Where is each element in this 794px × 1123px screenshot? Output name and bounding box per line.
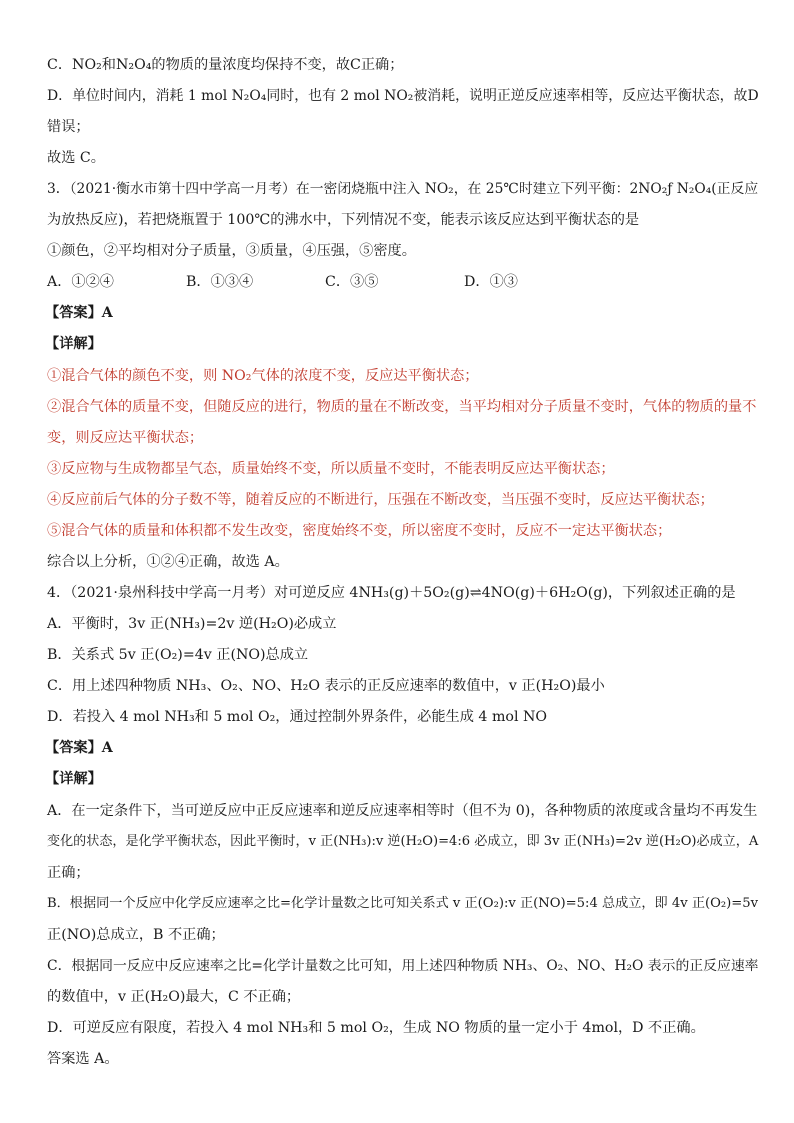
question-3-options — [47, 272, 603, 292]
question-4-explanation-b-cont: 正(NO)总成立，B 不正确； — [47, 927, 225, 943]
question-3-detail-4: ④反应前后气体的分子数不等，随着反应的不断进行，压强在不断改变，当压强不变时，反应达平衡状态； — [47, 492, 714, 508]
question-4-answer: 【答案】A — [45, 740, 113, 756]
question-3-option-c: C．③⑤ — [325, 274, 379, 290]
question-4-explanation-c: C．根据同一反应中反应速率之比=化学计量数之比可知，用上述四种物质 NH₃、O₂、NO、H₂O 表示的正反应速率 — [47, 958, 759, 974]
question-4-explanation-c-cont: 的数值中，v 正(H₂O)最大，C 不正确； — [47, 989, 301, 1005]
question-4-option-d: D．若投入 4 mol NH₃和 5 mol O₂，通过控制外界条件，必能生成 4 mol NO — [47, 709, 548, 725]
question-4-explanation-a-cont: 变化的状态，是化学平衡状态，因此平衡时，v 正(NH₃):v 逆(H₂O)=4:6 必成立，即 3v 正(NH₃)=2v 逆(H₂O)必成立，A — [47, 834, 759, 849]
question-3-detail-title: 【详解】 — [45, 336, 102, 352]
question-3-option-a: A．①②④ — [47, 274, 114, 290]
question-4-explanation-a: A．在一定条件下，当可逆反应中正反应速率和逆反应速率相等时（但不为 0)，各种物质的浓度或含量均不再发生 — [47, 803, 758, 819]
question-4-explanation-b: B．根据同一个反应中化学反应速率之比=化学计量数之比可知关系式 v 正(O₂):v 正(NO)=5:4 总成立，即 4v 正(O₂)=5v — [47, 896, 759, 911]
question-3-detail-5: ⑤混合气体的质量和体积都不发生改变，密度始终不变，所以密度不变时，反应不一定达平衡状态； — [47, 523, 672, 539]
prev-option-d-explanation-cont: 错误； — [47, 119, 90, 135]
question-3-detail-2-cont: 变，则反应达平衡状态； — [47, 430, 204, 446]
question-4-explanation-a-end: 正确； — [47, 865, 90, 881]
prev-option-c-explanation: C．NO₂和N₂O₄的物质的量浓度均保持不变，故C正确； — [47, 57, 404, 73]
question-4-explanation-d: D．可逆反应有限度，若投入 4 mol NH₃和 5 mol O₂，生成 NO 物质的量一定小于 4mol，D 不正确。 — [47, 1020, 705, 1036]
question-3-detail-2: ②混合气体的质量不变，但随反应的进行，物质的量在不断改变，当平均相对分子质量不变时，气体的物质的量不 — [47, 399, 757, 415]
question-3-option-d: D．①③ — [464, 274, 518, 290]
question-4-stem: 4．（2021·泉州科技中学高一月考）对可逆反应 4NH₃(g)＋5O₂(g)⇌4NO(g)＋6H₂O(g)，下列叙述正确的是 — [47, 585, 736, 601]
question-3-items: ①颜色，②平均相对分子质量，③质量，④压强，⑤密度。 — [47, 243, 416, 259]
question-4-option-c: C．用上述四种物质 NH₃、O₂、NO、H₂O 表示的正反应速率的数值中，v 正(H₂O)最小 — [47, 678, 605, 694]
question-3-stem-cont: 为放热反应)，若把烧瓶置于 100℃的沸水中，下列情况不变，能表示该反应达到平衡状态的是 — [47, 212, 640, 228]
question-3-detail-1: ①混合气体的颜色不变，则 NO₂气体的浓度不变，反应达平衡状态； — [47, 368, 479, 384]
question-3-option-b: B．①③④ — [186, 274, 254, 290]
question-3-conclusion: 综合以上分析，①②④正确，故选 A。 — [47, 554, 289, 570]
question-3-answer: 【答案】A — [45, 305, 113, 321]
question-4-option-b: B．关系式 5v 正(O₂)=4v 正(NO)总成立 — [47, 647, 309, 663]
question-4-option-a: A．平衡时，3v 正(NH₃)=2v 逆(H₂O)必成立 — [47, 616, 337, 632]
prev-option-d-explanation: D．单位时间内，消耗 1 mol N₂O₄同时，也有 2 mol NO₂被消耗，说明正逆反应速率相等，反应达平衡状态，故D — [47, 88, 759, 104]
question-3-detail-3: ③反应物与生成物都呈气态，质量始终不变，所以质量不变时，不能表明反应达平衡状态； — [47, 461, 615, 477]
question-4-detail-title: 【详解】 — [45, 771, 102, 787]
prev-conclusion: 故选 C。 — [47, 150, 105, 166]
question-4-final-answer: 答案选 A。 — [47, 1051, 119, 1067]
question-3-stem: 3．（2021·衡水市第十四中学高一月考）在一密闭烧瓶中注入 NO₂，在 25℃时建立下列平衡：2NO₂ƒ N₂O₄(正反应 — [47, 181, 759, 197]
